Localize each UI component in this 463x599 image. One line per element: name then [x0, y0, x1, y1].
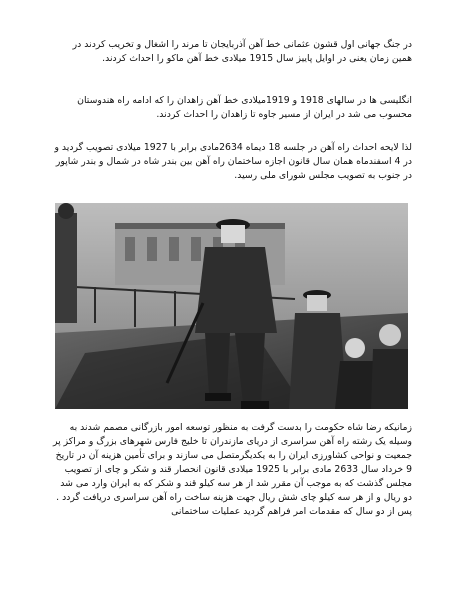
- paragraph-railway-bill: لذا لایحه احداث راه آهن در جلسه 18 دیماه 2634مادی برابر با 1927 میلادی تصویب گردید و در 4 اسفندماه همان سال قانون اجازه ساختمان راه آهن بین بندر شاه در شمال و بندر شاپور در جنوب به تصویب مجلس شورای ملی رسید.: [54, 142, 412, 181]
- paragraph-ottoman-railway: در جنگ جهانی اول قشون عثمانی خط آهن آذربایجان تا مرند را اشغال و تخریب کردند در همین زمان یعنی در اوایل پاییز سال 1915 میلادی خط آهن ماکو را احداث کردند.: [72, 39, 412, 64]
- paragraph-reza-shah-railway: زمانیکه رضا شاه حکومت را بدست گرفت به منظور توسعه امور بازرگانی مصمم شدند به وسیله یک رشته راه آهن سراسری از دریای مازندران تا خلیج فارس شهرهای بزرگ و مراکز پر جمعیت و نواحی کشاورزی ایران را به یکدیگرمتصل می سازند و برای تأمین هزینه آن در تاریخ 9 خرداد سال 2633 مادی برابر با 1925 میلادی قانون انحصار قند و شکر و چای از تصویب مجلس گذشت که به موجب آن مقرر شد از هر سه کیلو قند و شکر که به ایران وارد می شد دو ریال و از هر سه کیلو چای شش ریال جهت هزینه ساخت راه آهن سراسری دریافت گردد . پس از دو سال که مقدمات امر فراهم گردید عملیات ساختمانی: [52, 422, 412, 517]
- historical-photo: [55, 203, 408, 409]
- paragraph-zahedan-railway: انگلیسی ها در سالهای 1918 و 1919میلادی خط آهن زاهدان را که ادامه راه هندوستان محسوب می شد در ایران از مسیر جاوه تا زاهدان را احداث کردند.: [77, 95, 412, 120]
